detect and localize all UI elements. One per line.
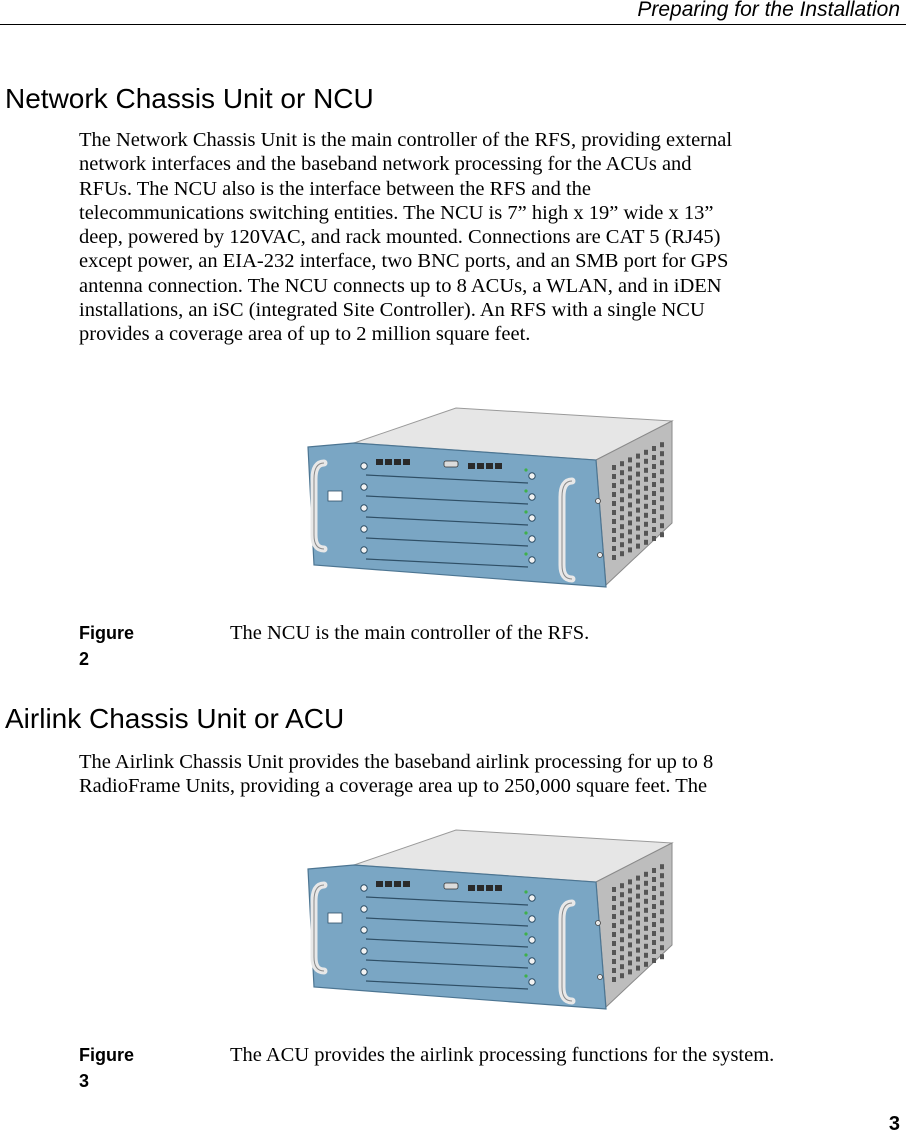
thumbscrew — [529, 515, 535, 521]
status-led — [524, 953, 527, 956]
status-led — [524, 890, 527, 893]
rj45-port — [394, 881, 401, 887]
text-line: network interfaces and the baseband network processing for the ACUs and — [79, 153, 692, 176]
status-led — [524, 974, 527, 977]
status-led — [524, 468, 527, 471]
thumbscrew — [529, 916, 535, 922]
text-line: provides a coverage area of up to 2 million square feet. — [79, 323, 531, 346]
mounting-screw — [596, 499, 601, 504]
text-line: telecommunications switching entities. The NCU is 7” high x 19” wide x 13” — [79, 201, 714, 224]
rj45-port — [495, 463, 502, 469]
rj45-port — [403, 459, 410, 465]
figure-label: Figure 3 — [79, 1045, 135, 1091]
text-line: deep, powered by 120VAC, and rack mounted. Connections are CAT 5 (RJ45) — [79, 226, 721, 249]
mounting-screw — [598, 553, 603, 558]
thumbscrew — [529, 895, 535, 901]
serial-port — [444, 883, 458, 889]
text-line: antenna connection. The NCU connects up to 8 ACUs, a WLAN, and in iDEN — [79, 274, 722, 297]
rj45-port — [376, 881, 383, 887]
thumbscrew — [361, 484, 367, 490]
ncu-description — [79, 128, 899, 347]
thumbscrew — [529, 979, 535, 985]
text-line: The Airlink Chassis Unit provides the baseband airlink processing for up to 8 — [79, 751, 714, 773]
rj45-port — [477, 885, 484, 891]
rj45-port — [468, 885, 475, 891]
section-heading-ncu: Network Chassis Unit or NCU — [5, 83, 374, 114]
status-led — [524, 552, 527, 555]
thumbscrew — [361, 505, 367, 511]
text-line: RadioFrame Units, providing a coverage area up to 250,000 square feet. The — [79, 775, 708, 798]
running-header: Preparing for the Installation — [637, 0, 900, 21]
rj45-port — [376, 459, 383, 465]
thumbscrew — [361, 906, 367, 912]
text-line: installations, an iSC (integrated Site Controller). An RFS with a single NCU — [79, 299, 705, 322]
rj45-port — [385, 459, 392, 465]
thumbscrew — [361, 885, 367, 891]
text-line: The Network Chassis Unit is the main controller of the RFS, providing external — [79, 129, 733, 151]
thumbscrew — [361, 969, 367, 975]
page-number: 3 — [888, 1113, 900, 1135]
thumbscrew — [529, 473, 535, 479]
text-line: RFUs. The NCU also is the interface between the RFS and the — [79, 177, 592, 200]
acu-chassis-illustration — [306, 827, 678, 1019]
ncu-chassis-illustration — [306, 405, 678, 597]
thumbscrew — [361, 526, 367, 532]
logo-badge — [328, 913, 342, 923]
thumbscrew — [529, 536, 535, 542]
thumbscrew — [361, 463, 367, 469]
thumbscrew — [361, 948, 367, 954]
figure-caption-text: The ACU provides the airlink processing functions for the system. — [230, 1044, 775, 1066]
rj45-port — [403, 881, 410, 887]
thumbscrew — [361, 547, 367, 553]
status-led — [524, 932, 527, 935]
acu-description — [79, 750, 899, 799]
rj45-port — [486, 463, 493, 469]
logo-badge — [328, 491, 342, 501]
serial-port — [444, 461, 458, 467]
rj45-port — [486, 885, 493, 891]
rj45-port — [468, 463, 475, 469]
figure-caption-text: The NCU is the main controller of the RFS. — [230, 622, 590, 644]
header-rule — [0, 24, 906, 25]
thumbscrew — [529, 937, 535, 943]
section-heading-acu: Airlink Chassis Unit or ACU — [5, 703, 345, 734]
status-led — [524, 911, 527, 914]
rj45-port — [394, 459, 401, 465]
status-led — [524, 531, 527, 534]
text-line: except power, an EIA-232 interface, two BNC ports, and an SMB port for GPS — [79, 250, 729, 273]
rj45-port — [477, 463, 484, 469]
mounting-screw — [596, 921, 601, 926]
thumbscrew — [529, 958, 535, 964]
chassis-drawing — [306, 827, 678, 1019]
chassis-drawing — [306, 405, 678, 597]
status-led — [524, 510, 527, 513]
figure-label: Figure 2 — [79, 623, 135, 669]
thumbscrew — [529, 494, 535, 500]
status-led — [524, 489, 527, 492]
thumbscrew — [529, 557, 535, 563]
rj45-port — [385, 881, 392, 887]
thumbscrew — [361, 927, 367, 933]
rj45-port — [495, 885, 502, 891]
mounting-screw — [598, 975, 603, 980]
